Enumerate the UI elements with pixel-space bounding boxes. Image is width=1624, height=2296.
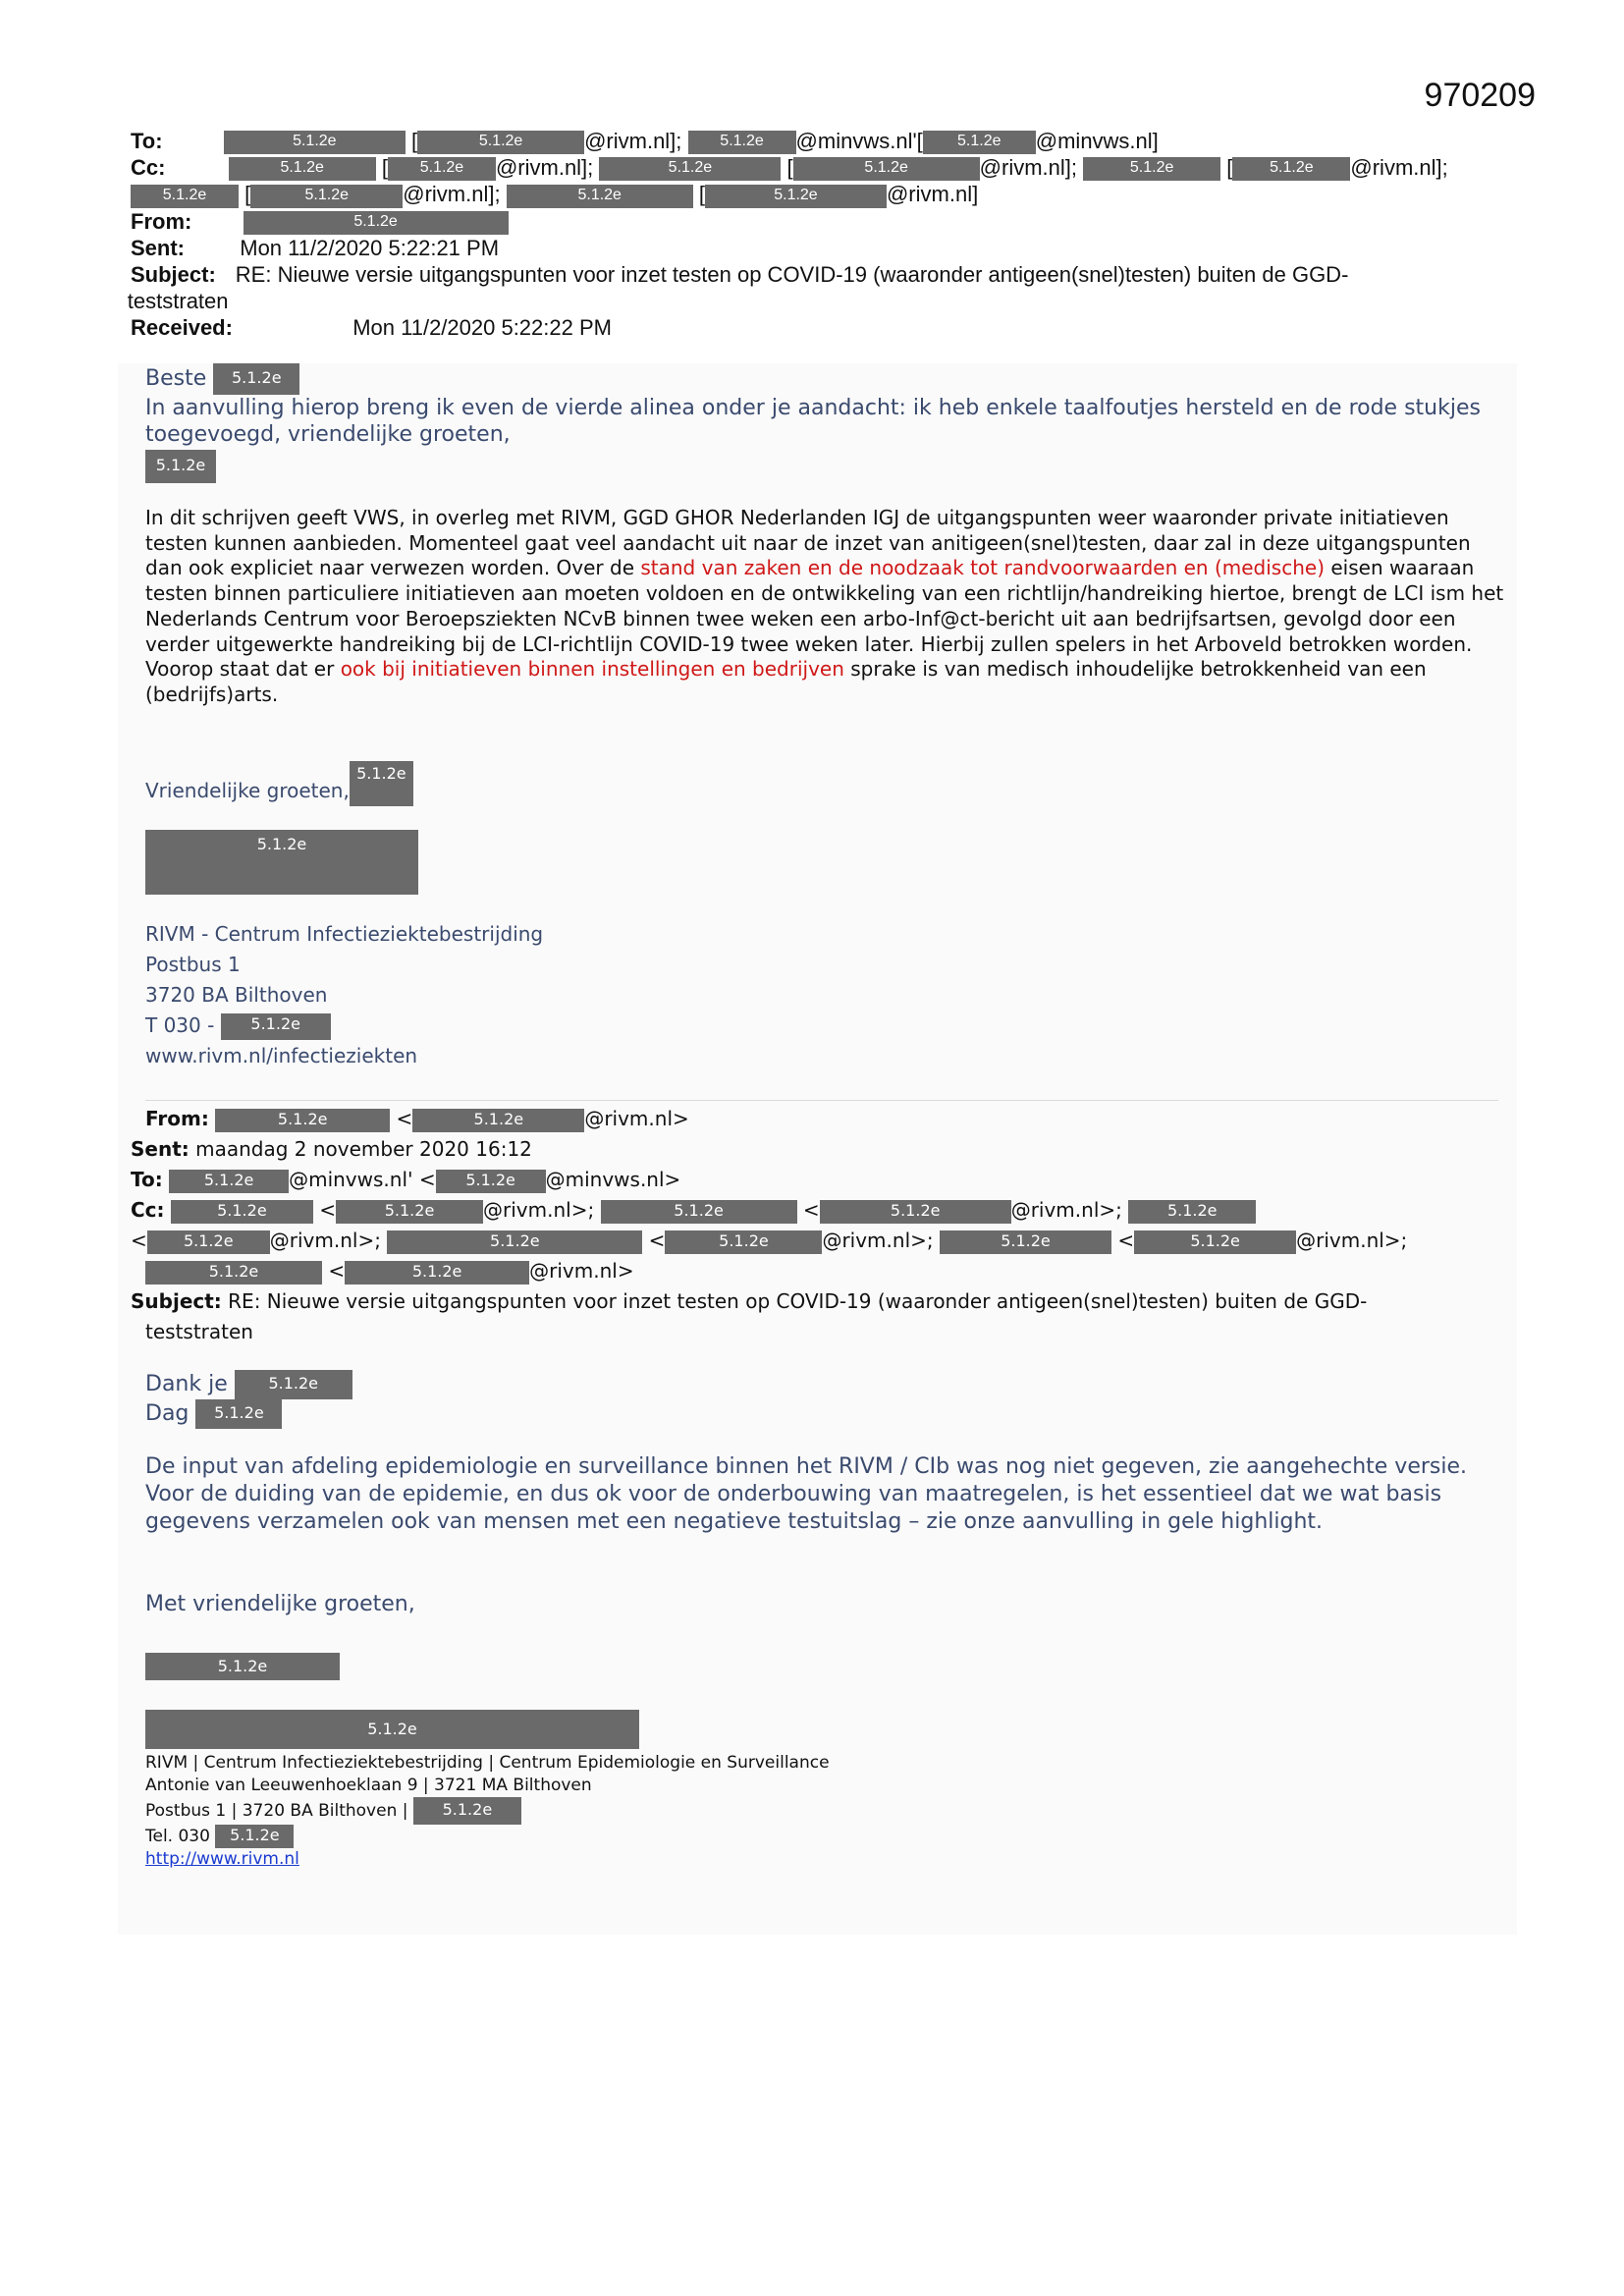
first-email-header: [127, 128, 1525, 341]
redaction-box: 5.1.2e: [665, 1230, 822, 1254]
redaction-box: 5.1.2e: [705, 185, 887, 208]
received-label: Received:: [131, 314, 233, 340]
page-number: 970209: [1424, 77, 1536, 114]
signature-tel: Tel. 030: [145, 1827, 210, 1846]
redaction-box: 5.1.2e: [145, 830, 418, 895]
email-domain: <: [328, 1259, 346, 1283]
redaction-box: 5.1.2e: [145, 1261, 322, 1285]
bracket: [: [244, 182, 251, 207]
email-domain: @rivm.nl]: [886, 182, 979, 207]
redaction-box: 5.1.2e: [213, 363, 299, 395]
sent-label: Sent:: [131, 235, 185, 260]
redaction-box: 5.1.2e: [507, 185, 693, 208]
email-domain: @rivm.nl>;: [1010, 1198, 1122, 1222]
from-label: From:: [131, 208, 192, 234]
signature-web: www.rivm.nl/infectieziekten: [145, 1044, 418, 1067]
from-label: From:: [145, 1107, 209, 1130]
redaction-box: 5.1.2e: [171, 1200, 313, 1224]
separator: [145, 1100, 1498, 1101]
second-email-header: [131, 1104, 1525, 1347]
redaction-box: 5.1.2e: [387, 1230, 642, 1254]
email-domain: @rivm.nl];: [403, 182, 501, 207]
email-domain: @rivm.nl];: [1350, 155, 1448, 181]
redaction-box: 5.1.2e: [229, 157, 376, 181]
cc-row-continued: [131, 1226, 1525, 1256]
email-domain: @minvws.nl]: [1035, 129, 1159, 153]
redaction-box: 5.1.2e: [417, 131, 584, 154]
sent-row: [131, 1134, 1525, 1165]
cc-label: Cc:: [131, 1198, 165, 1222]
email-domain: @rivm.nl];: [979, 155, 1078, 181]
greeting: Beste: [145, 366, 207, 391]
thanks-line: [145, 1370, 1510, 1399]
signature-tel-line: [145, 1825, 1510, 1848]
second-closing: Met vriendelijke groeten,: [145, 1592, 415, 1616]
subject-value: RE: Nieuwe versie uitgangspunten voor inzet testen op COVID-19 (waaronder antigeen(snel)testen) buiten de GGD-teststraten: [127, 261, 1349, 313]
bracket: [: [381, 155, 388, 181]
redaction-box: 5.1.2e: [215, 1825, 294, 1848]
intro-text: In aanvulling hierop breng ik even de vierde alinea onder je aandacht: ik heb enkele taalfoutjes hersteld en de rode stukjes toegevoegd, vriendelijke groeten,: [145, 396, 1481, 447]
subject-row: [127, 261, 1525, 314]
to-label: To:: [131, 129, 163, 153]
sent-label: Sent:: [131, 1137, 189, 1161]
fourth-paragraph: [145, 506, 1510, 708]
email-domain: @minvws.nl' <: [289, 1168, 436, 1191]
email-domain: <: [131, 1229, 147, 1252]
subject-row: [131, 1286, 1525, 1317]
redaction-box: 5.1.2e: [336, 1200, 483, 1224]
redaction-box: 5.1.2e: [1083, 157, 1220, 181]
signature-tel-line: [145, 1011, 1510, 1041]
redaction-box: 5.1.2e: [169, 1170, 289, 1193]
sent-value: Mon 11/2/2020 5:22:21 PM: [240, 235, 500, 260]
subject-label: Subject:: [131, 261, 216, 287]
redaction-box: 5.1.2e: [688, 131, 796, 154]
redaction-box: 5.1.2e: [145, 1710, 639, 1749]
redaction-box: 5.1.2e: [1232, 157, 1350, 181]
website-link[interactable]: http://www.rivm.nl: [145, 1849, 299, 1869]
subject-value: RE: Nieuwe versie uitgangspunten voor inzet testen op COVID-19 (waaronder antigeen(snel)testen) buiten de GGD-: [228, 1289, 1368, 1313]
redaction-box: 5.1.2e: [1134, 1230, 1296, 1254]
redaction-box: 5.1.2e: [215, 1109, 390, 1132]
signature-city: 3720 BA Bilthoven: [145, 983, 328, 1007]
redaction-box: 5.1.2e: [221, 1013, 331, 1040]
second-signature: [145, 1752, 1510, 1871]
sent-value: maandag 2 november 2020 16:12: [195, 1137, 532, 1161]
email-domain: @rivm.nl];: [584, 129, 682, 153]
email-domain: @rivm.nl>;: [483, 1198, 595, 1222]
redaction-box: 5.1.2e: [601, 1200, 797, 1224]
redaction-box: 5.1.2e: [388, 157, 496, 181]
sent-row: [131, 235, 1525, 261]
redaction-box: 5.1.2e: [224, 131, 406, 154]
redaction-box: 5.1.2e: [244, 211, 509, 235]
signature-org: RIVM - Centrum Infectieziektebestrijding: [145, 922, 544, 946]
redaction-box: 5.1.2e: [820, 1200, 1011, 1224]
bracket: [: [1226, 155, 1233, 181]
dag-line: [145, 1399, 1510, 1429]
email-domain: <: [396, 1107, 413, 1130]
email-domain: <: [319, 1198, 337, 1222]
signature-address: Antonie van Leeuwenhoeklaan 9 | 3721 MA Bilthoven: [145, 1776, 592, 1795]
redaction-box: 5.1.2e: [147, 1230, 270, 1254]
redaction-box: 5.1.2e: [235, 1370, 352, 1399]
cc-row-continued: [131, 181, 1525, 207]
first-message-intro: [145, 363, 1510, 483]
email-domain: <: [802, 1198, 820, 1222]
from-row: [131, 1104, 1525, 1134]
first-closing: [145, 761, 1510, 806]
redaction-box: 5.1.2e: [250, 185, 403, 208]
redaction-box: 5.1.2e: [1128, 1200, 1256, 1224]
email-domain: @rivm.nl>;: [1296, 1229, 1408, 1252]
to-row: [131, 128, 1525, 154]
second-message-body: De input van afdeling epidemiologie en surveillance binnen het RIVM / CIb was nog niet gegeven, zie aangehechte versie. Voor de duiding van de epidemie, en dus ok voor de onderbouwing van maatregelen, is het essentieel dat we wat basis gegevens verzamelen ook van mensen met een negatieve testuitslag – zie onze aanvulling in gele highlight.: [145, 1454, 1467, 1534]
signature-postbus: Postbus 1: [145, 953, 241, 976]
greeting-line: [145, 363, 1510, 395]
subject-label: Subject:: [131, 1289, 222, 1313]
email-domain: <: [648, 1229, 666, 1252]
cc-row: [131, 154, 1525, 181]
closing-text: Vriendelijke groeten,: [145, 779, 350, 802]
redaction-box: 5.1.2e: [131, 185, 239, 208]
dag-text: Dag: [145, 1401, 189, 1426]
redaction-box: 5.1.2e: [350, 761, 413, 806]
paragraph-red-text: stand van zaken en de noodzaak tot randvoorwaarden en (medische): [640, 556, 1325, 580]
thanks-text: Dank je: [145, 1372, 228, 1396]
email-domain: @minvws.nl>: [545, 1168, 681, 1191]
cc-row: [131, 1195, 1525, 1226]
redaction-box: 5.1.2e: [345, 1261, 529, 1285]
paragraph-red-text: ook bij initiatieven binnen instellingen en bedrijven: [340, 657, 844, 682]
from-row: [131, 208, 1525, 235]
redaction-box: 5.1.2e: [412, 1109, 584, 1132]
signature-org: RIVM | Centrum Infectieziektebestrijding | Centrum Epidemiologie en Surveillance: [145, 1753, 830, 1773]
bracket: [: [698, 182, 705, 207]
paragraph-text: sprake is van medisch inhoudelijke betrokkenheid van een (bedrijfs)arts.: [145, 657, 1427, 706]
second-message-greeting: [145, 1370, 1510, 1429]
redaction-box: 5.1.2e: [436, 1170, 546, 1193]
signature-postbus-line: [145, 1797, 1510, 1825]
redaction-box: 5.1.2e: [145, 1653, 340, 1680]
email-domain: @rivm.nl];: [495, 155, 594, 181]
paragraph-text: In dit schrijven geeft VWS, in overleg met RIVM, GGD GHOR Nederlanden IGJ de uitgangspunten weer waaronder private initiatieven testen kunnen aanbieden. Momenteel gaat veel aandacht uit naar de inzet van anitigeen(snel)testen, daar zal in deze uitgangspunten dan ook expliciet naar verwezen worden. Over de: [145, 506, 1471, 580]
email-domain: @rivm.nl>;: [269, 1229, 381, 1252]
email-domain: @minvws.nl'[: [795, 129, 923, 153]
redaction-box: 5.1.2e: [599, 157, 781, 181]
redaction-box: 5.1.2e: [923, 131, 1036, 154]
cc-row-continued: [131, 1256, 1525, 1286]
signature-postbus: Postbus 1 | 3720 BA Bilthoven |: [145, 1801, 408, 1821]
received-value: Mon 11/2/2020 5:22:22 PM: [352, 314, 612, 340]
email-domain: @rivm.nl>: [529, 1259, 634, 1283]
email-domain: @rivm.nl>;: [822, 1229, 934, 1252]
email-domain: @rivm.nl>: [584, 1107, 689, 1130]
redaction-box: 5.1.2e: [940, 1230, 1111, 1254]
bracket: [: [786, 155, 793, 181]
subject-continued: teststraten: [145, 1320, 253, 1343]
redaction-box: 5.1.2e: [413, 1797, 521, 1825]
redaction-box: 5.1.2e: [793, 157, 980, 181]
first-signature: [145, 919, 1510, 1071]
to-row: [131, 1165, 1525, 1195]
bracket: [: [410, 129, 418, 153]
signature-tel: T 030 -: [145, 1013, 215, 1037]
redaction-box: 5.1.2e: [145, 450, 216, 483]
redaction-box: 5.1.2e: [195, 1399, 282, 1429]
paragraph-text: eisen waaraan testen binnen particuliere initiatieven aan moeten voldoen en de ontwikkeling van een richtlijn/handreiking hiertoe, brengt de LCI ism het Nederlands Centrum voor Beroepsziekten NCvB binnen twee weken een arbo-Inf@ct-bericht uit aan bedrijfsartsen, gevolgd door een verder uitgewerkte handreiking bij de LCI-richtlijn COVID-19 twee weken later. Hierbij zullen spelers in het Arboveld betrokken worden. Voorop staat dat er: [145, 556, 1504, 682]
cc-label: Cc:: [131, 155, 166, 181]
received-row: [131, 314, 1525, 341]
to-label: To:: [131, 1168, 163, 1191]
email-domain: <: [1117, 1229, 1135, 1252]
